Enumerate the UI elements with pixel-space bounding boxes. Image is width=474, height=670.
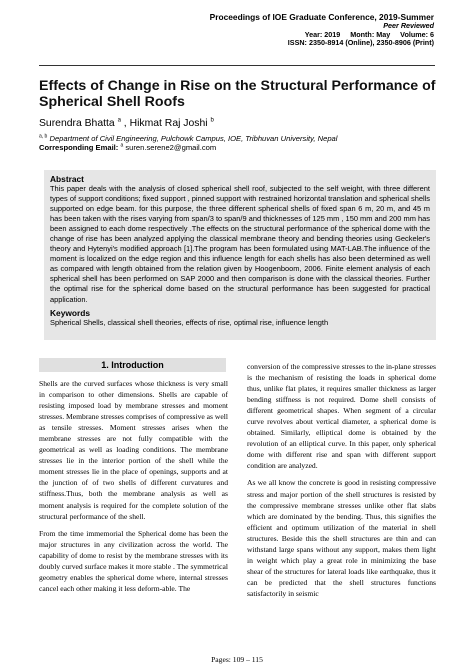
author-affil-mark: b — [210, 117, 214, 124]
abstract-heading: Abstract — [50, 174, 84, 184]
journal-header — [210, 12, 434, 48]
peer-reviewed-label: Peer Reviewed — [383, 21, 434, 30]
author-affil-mark: a — [117, 117, 121, 124]
corresponding-line — [39, 143, 337, 152]
author-separator: , — [120, 118, 130, 129]
author-name: Hikmat Raj Joshi — [129, 118, 208, 129]
header-divider — [39, 65, 435, 66]
corresponding-email[interactable]: suren.serene2@gmail.com — [125, 143, 217, 153]
affiliation-block — [39, 134, 337, 152]
abstract-box — [44, 170, 436, 340]
keywords-text: Spherical Shells, classical shell theories, effects of rise, optimal rise, influence length — [50, 317, 329, 327]
conference-name: Proceedings of IOE Graduate Conference, 2019-Summer — [209, 12, 434, 22]
affiliation-line — [39, 134, 337, 143]
author-list — [39, 118, 214, 129]
body-paragraph: Shells are the curved surfaces whose thickness is very small in comparison to other dimensions. Shells are capable of resisting imposed load by membrane stresses and moment stresses. Membrane stresses comprises of compressive as well as tensile stresses. Moment stresses arises when the membrane stresses are not fully compatible with the geometrical as well as loading conditions. The membrane stresses lie in the interior portion of the shell while the moment stresses lie in the place of openings, supports and at the junction of of two shells of different curvatures and stiffness.Thus, both the membrane analysis as well as moment analysis is required for the complete solution of the structural performance of the shell. — [39, 379, 228, 521]
body-paragraph: From the time immemorial the Spherical dome has been the major structures in any civilization across the world. The capability of dome to resist by the membrane stresses with its doubly curved surface makes it more stable . The symmetrical geometry enables the spherical dome where, internal stresses cancel each other making it less deform-able. The — [39, 528, 228, 593]
department: Department of Civil Engineering, Pulchowk Campus, IOE, Tribhuvan University, Nepal — [49, 134, 338, 143]
abstract-text: This paper deals with the analysis of closed spherical shell roof, subjected to the self weight, with three different types of support conditions; fixed support , pinned support with restrained horizontal translation and spherical shells supported on edge beam. for this purpose, the three different spherical shells of fixed span 6 m, 20 m, and 45 m has been taken with the rises varying from span/3 to span/9 and thicknesses of 125 mm , 150 mm and 200 mm has been assigned to each dome respectively .The effects on the structural performance of the spherical dome with the change of rise has been analyzed applying the classical membrane theory and bending theories using Geckeler's theory and Hytenyi's modified approach [1].The program has been formulated using MAT-LAB.The influence of the moment is localized on the edge region and this influence length for each shells has also been determined as well as compared with length obtained from the relation given by Hoogenboom, 2006. Finite element analysis of each spherical shell has been performed on SAP 2000 and then comparison is done with the classical theories. Further the optimal rise for the spherical dome based on the structural performance has been suggested for practical application. — [50, 184, 430, 304]
left-column — [39, 378, 228, 594]
publication-meta: Year: 2019 Month: May Volume: 6 — [304, 29, 434, 39]
keywords-heading: Keywords — [50, 307, 91, 318]
right-column — [247, 361, 436, 599]
paper-title: Effects of Change in Rise on the Structural Performance of Spherical Shell Roofs — [39, 78, 436, 110]
section-heading-introduction: 1. Introduction — [39, 358, 226, 372]
affil-mark: a, b — [39, 133, 48, 140]
issn-line: ISSN: 2350-8914 (Online), 2350-8906 (Print) — [287, 38, 434, 48]
corresponding-mark: a — [120, 142, 124, 149]
corresponding-sep: : — [115, 143, 121, 153]
body-paragraph: As we all know the concrete is good in resisting compressive stress and major portion of the shell structures is resisted by the compressive membrane stresses unlike other flat slabs which are dominated by the bending. Thus, this signifies the efficient and optimum utilization of the material in shell structures. Beside this the shell structures are thin and can withstand large spans without any support, makes them light in weight which play a great role in minimizing the base shear of the structures for lateral loads like earthquake, thus it can be predicted that the shell structures functions satisfactorily in seismic — [247, 478, 436, 598]
author-name: Surendra Bhatta — [39, 118, 115, 129]
body-paragraph: conversion of the compressive stresses to the in-plane stresses is the mechanism of resisting the loads in spherical dome thus, unlike flat plates, it requires smaller thickness as larger bending stiffness is not required. Dome shell consists of different geometrical shapes. When segment of a circular curve revolves about vertical diameter, a spherical dome is obtained. Similarly, elliptical dome is obtained by the revolution of an elliptical curve. In this paper, only spherical dome with different rise and span with different support condition are analyzed. — [247, 362, 436, 471]
corresponding-label: Corresponding Email — [39, 143, 116, 153]
page-range-footer: Pages: 109 – 115 — [211, 655, 263, 664]
